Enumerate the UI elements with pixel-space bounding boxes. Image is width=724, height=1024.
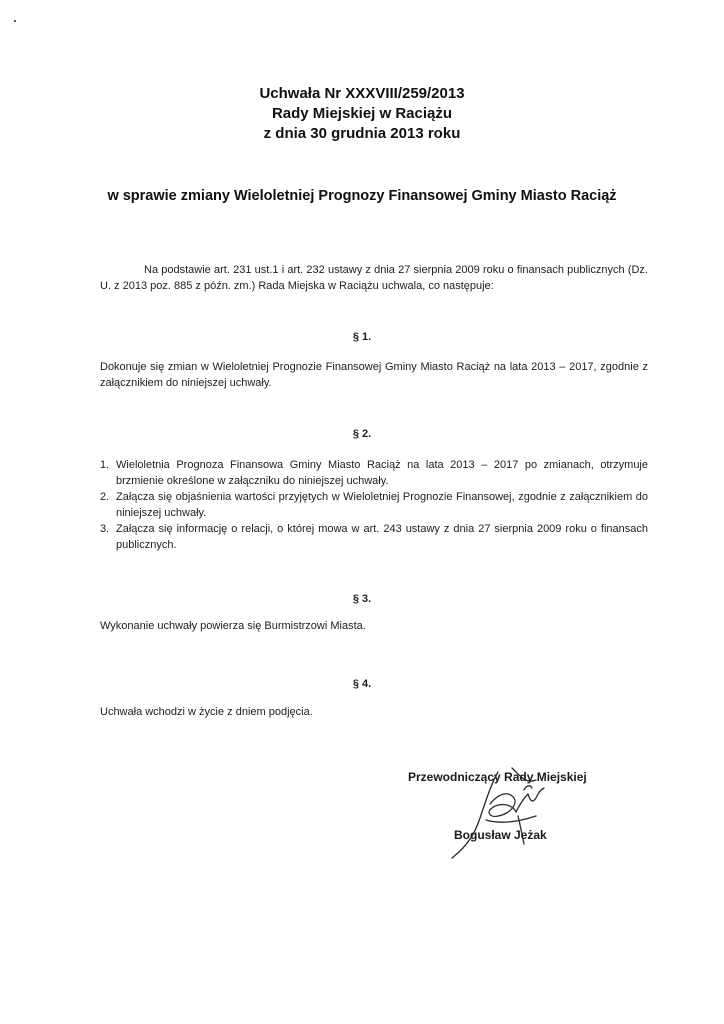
section-4-title: § 4.: [352, 678, 372, 690]
signatory-name: Bogusław Jeżak: [454, 828, 547, 842]
list-item: [100, 522, 648, 553]
section-1-title: § 1.: [352, 331, 372, 343]
signature-stroke: [524, 786, 532, 790]
section-3-text: Wykonanie uchwały powierza się Burmistrzowi Miasta.: [100, 620, 366, 632]
signature-stroke: [512, 768, 536, 781]
resolution-subject: w sprawie zmiany Wieloletniej Prognozy Finansowej Gminy Miasto Raciąż: [107, 188, 617, 204]
resolution-header: [0, 84, 724, 144]
section-3-title: § 3.: [352, 593, 372, 605]
legal-basis-paragraph: Na podstawie art. 231 ust.1 i art. 232 ustawy z dnia 27 sierpnia 2009 roku o finansach publicznych (Dz. U. z 2013 poz. 885 z późn. zm.) Rada Miejska w Raciążu uchwala, co następuje:: [100, 264, 648, 292]
scan-speck: [14, 20, 16, 22]
handwritten-signature: [440, 760, 580, 860]
section-4-text: Uchwała wchodzi w życie z dniem podjęcia.: [100, 706, 313, 718]
section-2-title: § 2.: [352, 428, 372, 440]
signatory-title: Przewodniczący Rady Miejskiej: [408, 770, 587, 784]
list-item: [100, 490, 648, 521]
list-item-text: Wieloletnia Prognoza Finansowa Gminy Miasto Raciąż na lata 2013 – 2017 po zmianach, otrzymuje brzmienie określone w załączniku do niniejszej uchwały.: [116, 459, 648, 487]
list-item: [100, 458, 648, 489]
signature-stroke: [516, 788, 544, 812]
section-1-text: Dokonuje się zmian w Wieloletniej Prognozie Finansowej Gminy Miasto Raciąż na lata 2013 – 2017, zgodnie z załącznikiem do niniejszej uchwały.: [100, 361, 648, 389]
council-name: Rady Miejskiej w Raciążu: [271, 105, 453, 122]
list-item-number: 2.: [100, 491, 110, 503]
resolution-date: z dnia 30 grudnia 2013 roku: [263, 125, 461, 142]
resolution-number: Uchwała Nr XXXVIII/259/2013: [259, 85, 465, 102]
list-item-number: 1.: [100, 459, 110, 471]
list-item-number: 3.: [100, 523, 110, 535]
list-item-text: Załącza się objaśnienia wartości przyjętych w Wieloletniej Prognozie Finansowej, zgodnie z załącznikiem do niniejszej uchwały.: [116, 491, 648, 519]
section-2-list: [100, 458, 648, 554]
signature-stroke: [489, 794, 516, 817]
list-item-text: Załącza się informację o relacji, o której mowa w art. 243 ustawy z dnia 27 sierpnia 2009 roku o finansach publicznych.: [116, 523, 648, 551]
